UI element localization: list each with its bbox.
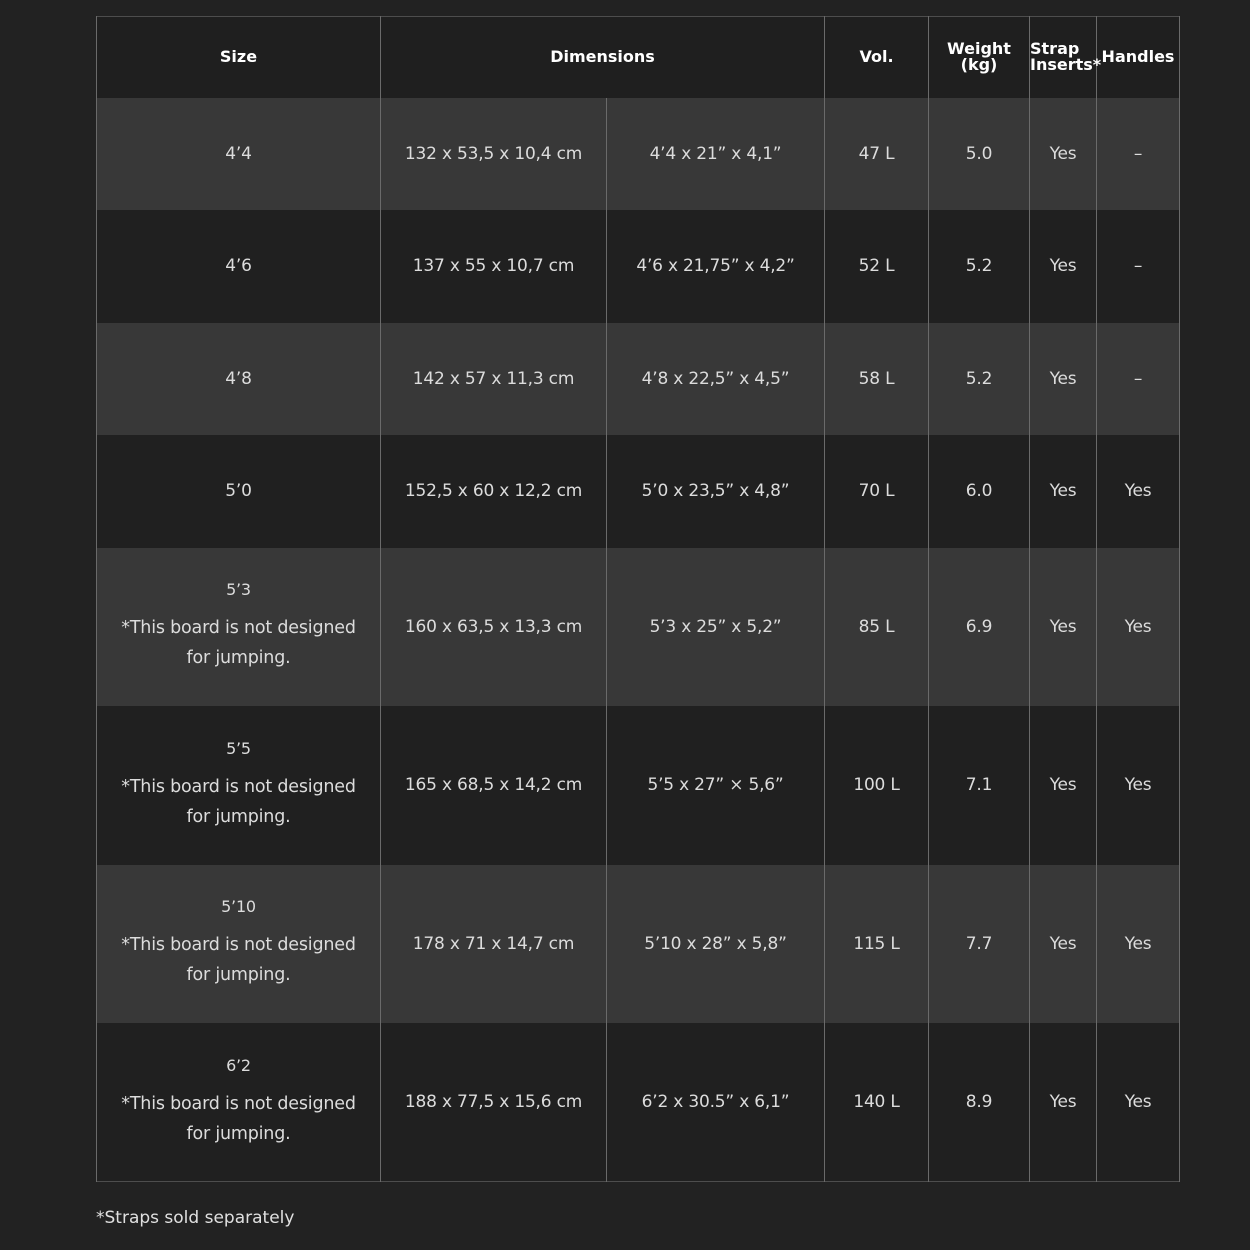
cell-handles: Yes	[1097, 548, 1180, 707]
cell-dimensions-metric: 137 x 55 x 10,7 cm	[381, 210, 607, 323]
cell-dimensions-metric: 178 x 71 x 14,7 cm	[381, 865, 607, 1024]
size-label: 5’10	[221, 897, 256, 917]
cell-size	[97, 1023, 381, 1182]
cell-weight: 5.2	[929, 323, 1030, 436]
cell-strap-inserts: Yes	[1030, 706, 1097, 865]
cell-size	[97, 548, 381, 707]
cell-weight: 7.1	[929, 706, 1030, 865]
size-note: *This board is not designed for jumping.	[121, 935, 356, 986]
header-size: Size	[97, 17, 381, 98]
size-note: *This board is not designed for jumping.	[121, 618, 356, 669]
header-weight-line1: Weight	[947, 39, 1011, 59]
cell-size: 4’4	[97, 98, 381, 211]
table-row	[97, 548, 1180, 707]
cell-strap-inserts: Yes	[1030, 98, 1097, 211]
cell-size: 5’0	[97, 435, 381, 548]
cell-volume: 70 L	[825, 435, 929, 548]
cell-strap-inserts: Yes	[1030, 548, 1097, 707]
cell-dimensions-metric: 160 x 63,5 x 13,3 cm	[381, 548, 607, 707]
cell-strap-inserts: Yes	[1030, 865, 1097, 1024]
board-specs-table	[96, 16, 1180, 1182]
cell-dimensions-metric: 142 x 57 x 11,3 cm	[381, 323, 607, 436]
cell-dimensions-imperial: 5’0 x 23,5” x 4,8”	[607, 435, 825, 548]
cell-handles: Yes	[1097, 865, 1180, 1024]
header-strap-inserts	[1030, 17, 1102, 98]
cell-handles: –	[1097, 323, 1180, 436]
cell-dimensions-imperial: 4’6 x 21,75” x 4,2”	[607, 210, 825, 323]
cell-volume: 52 L	[825, 210, 929, 323]
header-dimensions: Dimensions	[381, 17, 825, 98]
table-row	[97, 865, 1180, 1024]
cell-volume: 140 L	[825, 1023, 929, 1182]
cell-strap-inserts: Yes	[1030, 435, 1097, 548]
cell-handles: Yes	[1097, 1023, 1180, 1182]
cell-volume: 100 L	[825, 706, 929, 865]
header-handles: Handles	[1097, 17, 1180, 98]
cell-volume: 115 L	[825, 865, 929, 1024]
cell-strap-inserts: Yes	[1030, 210, 1097, 323]
cell-dimensions-metric: 152,5 x 60 x 12,2 cm	[381, 435, 607, 548]
cell-handles: Yes	[1097, 435, 1180, 548]
cell-weight: 7.7	[929, 865, 1030, 1024]
cell-volume: 58 L	[825, 323, 929, 436]
cell-weight: 6.0	[929, 435, 1030, 548]
header-strap-line1: Strap	[1030, 39, 1080, 59]
table-row	[97, 706, 1180, 865]
footnote: *Straps sold separately	[96, 1208, 295, 1228]
cell-volume: 85 L	[825, 548, 929, 707]
cell-weight: 6.9	[929, 548, 1030, 707]
size-label: 6’2	[226, 1055, 251, 1075]
table-row	[97, 435, 1180, 548]
cell-dimensions-metric: 132 x 53,5 x 10,4 cm	[381, 98, 607, 211]
cell-dimensions-metric: 165 x 68,5 x 14,2 cm	[381, 706, 607, 865]
cell-volume: 47 L	[825, 98, 929, 211]
table-row	[97, 98, 1180, 211]
cell-dimensions-imperial: 6’2 x 30.5” x 6,1”	[607, 1023, 825, 1182]
cell-dimensions-imperial: 5’5 x 27” × 5,6”	[607, 706, 825, 865]
cell-dimensions-imperial: 4’4 x 21” x 4,1”	[607, 98, 825, 211]
cell-size: 4’6	[97, 210, 381, 323]
cell-handles: –	[1097, 98, 1180, 211]
header-strap-line2: Inserts*	[1030, 55, 1102, 75]
cell-size	[97, 865, 381, 1024]
table-row	[97, 323, 1180, 436]
header-weight	[929, 17, 1030, 98]
header-volume: Vol.	[825, 17, 929, 98]
cell-dimensions-imperial: 5’10 x 28” x 5,8”	[607, 865, 825, 1024]
cell-dimensions-imperial: 4’8 x 22,5” x 4,5”	[607, 323, 825, 436]
cell-strap-inserts: Yes	[1030, 323, 1097, 436]
table-row	[97, 210, 1180, 323]
cell-size	[97, 706, 381, 865]
cell-weight: 5.2	[929, 210, 1030, 323]
cell-dimensions-imperial: 5’3 x 25” x 5,2”	[607, 548, 825, 707]
table-row	[97, 1023, 1180, 1182]
cell-strap-inserts: Yes	[1030, 1023, 1097, 1182]
cell-size: 4’8	[97, 323, 381, 436]
header-weight-line2: (kg)	[960, 55, 998, 75]
size-label: 5’5	[226, 738, 251, 758]
cell-handles: –	[1097, 210, 1180, 323]
size-note: *This board is not designed for jumping.	[121, 776, 356, 827]
cell-dimensions-metric: 188 x 77,5 x 15,6 cm	[381, 1023, 607, 1182]
cell-weight: 5.0	[929, 98, 1030, 211]
size-label: 5’3	[226, 580, 251, 600]
cell-weight: 8.9	[929, 1023, 1030, 1182]
size-note: *This board is not designed for jumping.	[121, 1093, 356, 1144]
cell-handles: Yes	[1097, 706, 1180, 865]
header-row	[97, 17, 1180, 98]
